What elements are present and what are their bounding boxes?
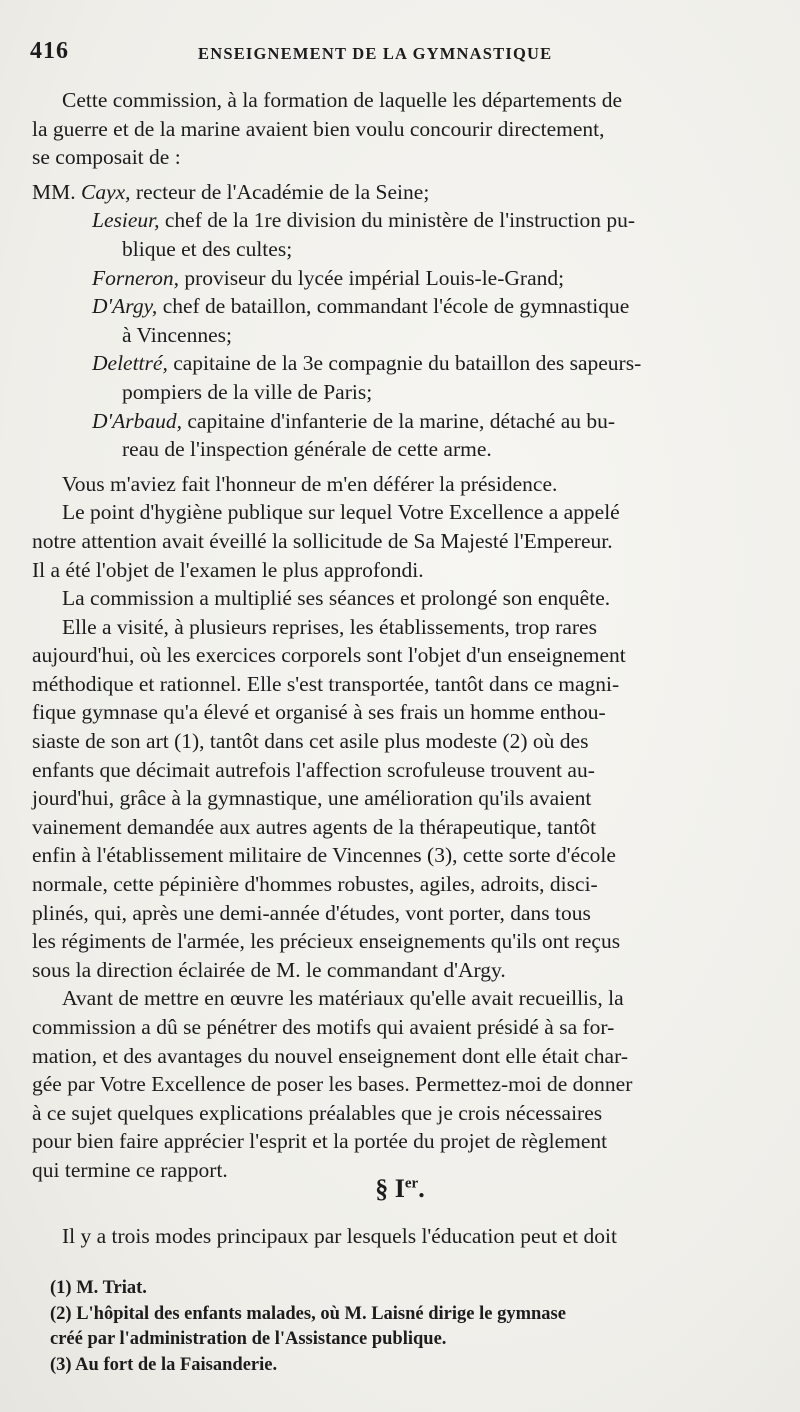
- text-line: les régiments de l'armée, les précieux enseignements qu'ils ont reçus: [32, 929, 621, 954]
- text-line: enfin à l'établissement militaire de Vincennes (3), cette sorte d'école: [32, 843, 616, 868]
- text-line: plinés, qui, après une demi-année d'études, vont porter, dans tous: [32, 900, 591, 925]
- footnote-1: (1) M. Triat.: [50, 1278, 147, 1298]
- running-head: ENSEIGNEMENT DE LA GYMNASTIQUE: [198, 44, 553, 63]
- text-line: Il y a trois modes principaux par lesquels l'éducation peut et doit: [62, 1224, 617, 1248]
- member-line-cont: à Vincennes;: [122, 322, 232, 347]
- text-line: siaste de son art (1), tantôt dans cet asile plus modeste (2) où des: [32, 729, 589, 754]
- member-line-cont: reau de l'inspection générale de cette arme.: [122, 437, 492, 462]
- text-line: normale, cette pépinière d'hommes robustes, agiles, adroits, disci-: [32, 872, 598, 897]
- text-line: fique gymnase qu'a élevé et organisé à ses frais un homme enthou-: [32, 700, 606, 725]
- text-line: gée par Votre Excellence de poser les bases. Permettez-moi de donner: [32, 1072, 633, 1097]
- member-role: chef de la 1re division du ministère de l'instruction pu-: [159, 208, 636, 233]
- footnote-2: (2) L'hôpital des enfants malades, où M. Laisné dirige le gymnase: [50, 1303, 566, 1324]
- section-dot: .: [418, 1174, 425, 1203]
- text-line: Avant de mettre en œuvre les matériaux qu'elle avait recueillis, la: [62, 986, 624, 1011]
- member-name: Cayx,: [80, 179, 131, 204]
- final-paragraph: [32, 1222, 764, 1251]
- text-line: vainement demandée aux autres agents de la thérapeutique, tantôt: [32, 814, 597, 839]
- footnote-2-cont: créé par l'administration de l'Assistance publique.: [50, 1329, 447, 1349]
- text-line: enfants que décimait autrefois l'affection scrofuleuse trouvent au-: [32, 757, 595, 782]
- text-line: méthodique et rationnel. Elle s'est transportée, tantôt dans ce magni-: [32, 671, 620, 696]
- text-line: aujourd'hui, où les exercices corporels sont l'objet d'un enseignement: [32, 643, 626, 668]
- text-line: Le point d'hygiène publique sur lequel Votre Excellence a appelé: [62, 500, 620, 525]
- section-sup: er: [404, 1175, 419, 1192]
- member-name: D'Arbaud,: [92, 408, 182, 433]
- member-role: recteur de l'Académie de la Seine;: [130, 179, 430, 204]
- page-header: [30, 38, 770, 72]
- member-role: chef de bataillon, commandant l'école de gymnastique: [157, 294, 630, 319]
- text-line: jourd'hui, grâce à la gymnastique, une amélioration qu'ils avaient: [32, 786, 592, 811]
- text-line: Vous m'aviez fait l'honneur de m'en déférer la présidence.: [62, 471, 558, 496]
- text-line: notre attention avait éveillé la sollicitude de Sa Majesté l'Empereur.: [32, 528, 613, 553]
- member-line: [32, 206, 764, 235]
- member-line: [32, 264, 764, 293]
- text-line: Cette commission, à la formation de laquelle les départements de: [62, 88, 623, 112]
- text-line: La commission a multiplié ses séances et prolongé son enquête.: [62, 586, 611, 611]
- main-text: [32, 86, 764, 1185]
- text-line: Il a été l'objet de l'examen le plus approfondi.: [32, 557, 424, 582]
- member-line: [32, 349, 764, 378]
- member-line: [32, 407, 764, 436]
- page-number: 416: [30, 38, 69, 64]
- text-line: commission a dû se pénétrer des motifs qui avaient présidé à sa for-: [32, 1015, 615, 1039]
- footnote-3: (3) Au fort de la Faisanderie.: [50, 1354, 278, 1375]
- text-line: qui termine ce rapport.: [32, 1157, 228, 1182]
- member-line-cont: blique et des cultes;: [122, 236, 293, 261]
- member-line: [32, 178, 764, 207]
- section-heading: [0, 1174, 800, 1204]
- member-prefix: MM.: [32, 179, 81, 204]
- text-line: Elle a visité, à plusieurs reprises, les établissements, trop rares: [62, 614, 597, 639]
- footnotes: [50, 1276, 772, 1378]
- member-name: Lesieur,: [92, 208, 160, 233]
- text-line: la guerre et de la marine avaient bien voulu concourir directement,: [32, 116, 605, 141]
- member-name: D'Argy,: [92, 294, 158, 319]
- text-line: se composait de :: [32, 145, 181, 170]
- text-line: sous la direction éclairée de M. le commandant d'Argy.: [32, 957, 506, 982]
- text-line: pour bien faire apprécier l'esprit et la portée du projet de règlement: [32, 1129, 608, 1154]
- text-line: à ce sujet quelques explications préalables que je crois nécessaires: [32, 1100, 603, 1125]
- member-name: Forneron,: [92, 265, 179, 290]
- member-role: proviseur du lycée impérial Louis-le-Grand;: [179, 265, 565, 290]
- member-line-cont: pompiers de la ville de Paris;: [122, 379, 373, 404]
- member-line: [32, 292, 764, 321]
- text-line: mation, et des avantages du nouvel enseignement dont elle était char-: [32, 1043, 628, 1068]
- section-symbol: § I: [375, 1174, 405, 1203]
- member-role: capitaine de la 3e compagnie du bataillon des sapeurs-: [167, 351, 642, 376]
- member-name: Delettré,: [92, 351, 168, 376]
- member-role: capitaine d'infanterie de la marine, détaché au bu-: [182, 408, 616, 433]
